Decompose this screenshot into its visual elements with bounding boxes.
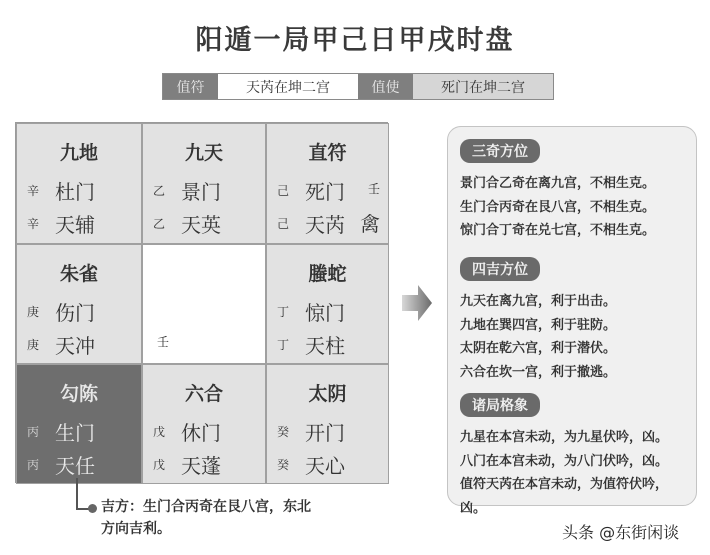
star-label: 天芮 xyxy=(305,213,345,237)
section-line: 六合在坎一宫，利于撤逃。 xyxy=(460,364,617,380)
section-title: 四吉方位 xyxy=(460,257,540,281)
god-label: 六合 xyxy=(184,383,223,405)
star-stem: 丙 xyxy=(27,458,40,472)
door-stem: 己 xyxy=(277,184,290,198)
star-stem: 庚 xyxy=(27,338,40,352)
door-label: 生门 xyxy=(55,421,95,445)
door-stem: 丁 xyxy=(277,305,290,319)
arrow-right-icon xyxy=(402,285,432,321)
zhifu-label: 值符 xyxy=(163,74,218,99)
section-title: 三奇方位 xyxy=(460,139,540,163)
analysis-panel xyxy=(447,126,697,516)
door-stem: 庚 xyxy=(27,305,40,319)
star-stem: 癸 xyxy=(277,458,290,472)
callout-connector xyxy=(76,478,78,510)
section-line: 八门在本宫未动，为八门伏吟，凶。 xyxy=(460,453,669,469)
section-patterns xyxy=(460,393,692,520)
god-label: 螣蛇 xyxy=(308,263,347,285)
door-label: 休门 xyxy=(181,421,221,445)
door-stem: 丙 xyxy=(27,425,40,439)
extra-stem: 壬 xyxy=(367,182,380,196)
star-label: 天辅 xyxy=(55,213,95,237)
info-bar xyxy=(162,73,554,100)
section-title: 诸局格象 xyxy=(460,393,540,417)
section-four-auspicious xyxy=(460,257,616,384)
palace-center-5 xyxy=(142,244,266,364)
palace-qian-6 xyxy=(266,364,389,484)
star-stem: 丁 xyxy=(277,338,290,352)
section-line: 景门合乙奇在离九宫，不相生克。 xyxy=(460,176,656,191)
section-line: 九星在本宫未动，为九星伏吟，凶。 xyxy=(460,430,669,445)
door-stem: 辛 xyxy=(27,184,40,198)
god-label: 九地 xyxy=(59,142,98,164)
section-line: 生门合丙奇在艮八宫，不相生克。 xyxy=(460,199,656,215)
section-line: 惊门合丁奇在兑七宫，不相生克。 xyxy=(460,223,656,238)
palace-kun-2 xyxy=(266,123,389,244)
page-title: 阳遁一局甲己日甲戌时盘 xyxy=(195,25,515,56)
star-stem: 辛 xyxy=(27,217,40,231)
palace-dui-7 xyxy=(266,244,389,364)
palace-gen-8 xyxy=(16,364,142,484)
section-line: 九天在离九宫，利于出击。 xyxy=(460,294,617,309)
star-label: 天任 xyxy=(55,454,95,478)
palace-kan-1 xyxy=(142,364,266,484)
door-label: 伤门 xyxy=(55,301,95,325)
zhifu-value: 天芮在坤二宫 xyxy=(218,74,358,99)
star-stem: 己 xyxy=(277,217,290,231)
star-label: 天心 xyxy=(305,454,345,478)
zhishi-value: 死门在坤二宫 xyxy=(413,74,553,99)
callout-dot-icon xyxy=(88,504,97,513)
auspicious-direction-note: 吉方：生门合丙奇在艮八宫，东北方向吉利。 xyxy=(101,499,311,537)
god-label: 九天 xyxy=(184,142,223,164)
door-label: 景门 xyxy=(181,180,221,204)
door-stem: 癸 xyxy=(277,425,290,439)
section-three-wonders xyxy=(460,139,655,243)
door-stem: 乙 xyxy=(153,184,166,198)
star-label: 天柱 xyxy=(305,334,345,358)
zhishi-label: 值使 xyxy=(358,74,413,99)
section-line: 值符天芮在本宫未动，为值符伏吟，凶。 xyxy=(460,477,669,516)
door-label: 死门 xyxy=(305,180,345,204)
god-label: 朱雀 xyxy=(59,263,98,285)
qimen-grid xyxy=(15,122,388,483)
watermark: 头条 @东街闲谈 xyxy=(562,523,680,542)
god-label: 太阴 xyxy=(308,383,347,405)
star-label: 天冲 xyxy=(55,334,95,358)
door-label: 开门 xyxy=(305,421,345,445)
center-stem: 壬 xyxy=(157,335,170,349)
god-label: 直符 xyxy=(308,142,347,164)
extra-star: 禽 xyxy=(360,212,380,236)
door-label: 惊门 xyxy=(305,301,345,325)
door-stem: 戊 xyxy=(153,425,166,439)
star-stem: 乙 xyxy=(153,217,166,231)
star-label: 天英 xyxy=(181,213,221,237)
palace-li-9 xyxy=(142,123,266,244)
star-stem: 戊 xyxy=(153,458,166,472)
palace-xun-4 xyxy=(16,123,142,244)
door-label: 杜门 xyxy=(55,180,95,204)
god-label: 勾陈 xyxy=(59,383,98,405)
section-line: 九地在巽四宫，利于驻防。 xyxy=(460,317,617,333)
section-line: 太阴在乾六宫，利于潜伏。 xyxy=(460,341,617,356)
star-label: 天蓬 xyxy=(181,454,221,478)
palace-zhen-3 xyxy=(16,244,142,364)
